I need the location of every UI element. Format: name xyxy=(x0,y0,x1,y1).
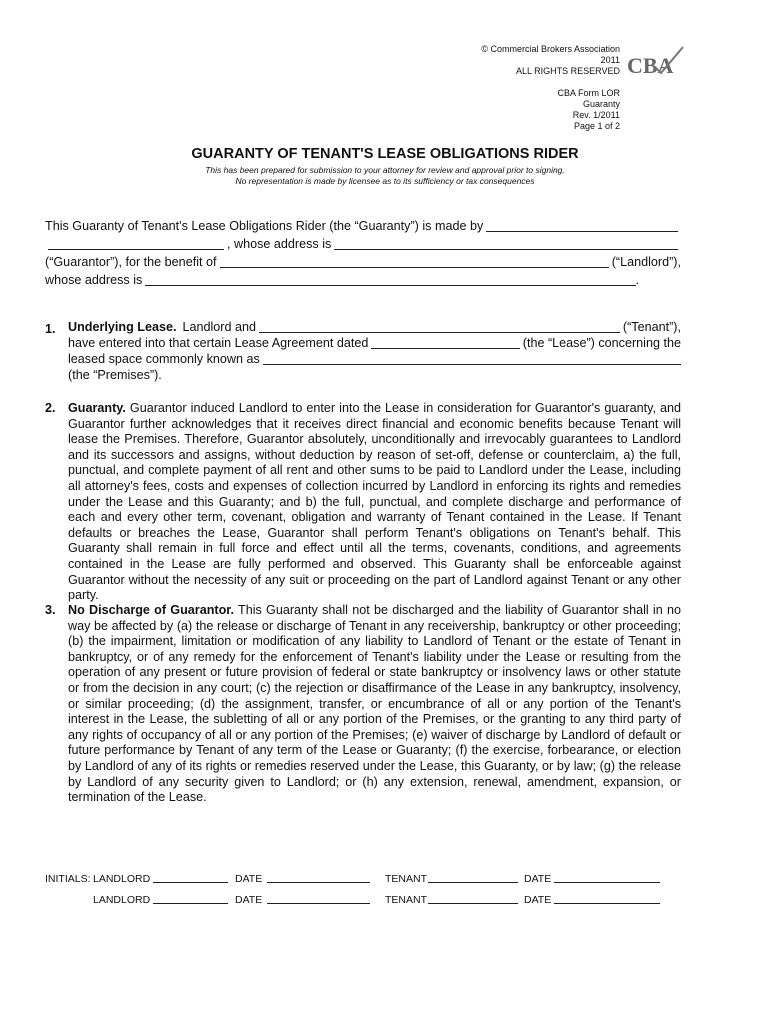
intro-text: . xyxy=(635,273,639,288)
section-number: 3. xyxy=(45,603,56,617)
intro-paragraph xyxy=(45,217,681,289)
date-label: DATE xyxy=(524,894,552,906)
premises-field[interactable] xyxy=(263,364,681,365)
section-heading: Guaranty. xyxy=(68,401,126,415)
tenant-initials-field[interactable] xyxy=(428,894,518,904)
tenant-label: TENANT xyxy=(385,894,427,906)
section-text: Landlord and xyxy=(182,320,257,335)
copyright-line: 2011 xyxy=(600,55,620,65)
date-label: DATE xyxy=(524,873,552,885)
landlord-date-field[interactable] xyxy=(267,873,370,883)
cba-logo-text: CBA xyxy=(627,53,674,78)
section-body: Guarantor induced Landlord to enter into the Lease in consideration for Guarantor's guaranty, and Guarantor further acknowledges that it receives direct financial and economic benefits because Tenant will lease the Premises. Therefore, Guarantor absolutely, unconditionally and irrevocably guarantees to Landlord and its successors and assigns, without deduction by reason of set-off, defense or counterclaim, a) the full, punctual, and complete payment of all rent and other sums to be paid to Landlord under the Lease, including all attorney's fees, costs and expenses of collection incurred by Landlord in enforcing its rights and remedies under the Lease and this Guaranty; and b) the full, punctual, and complete discharge and performance of each and every other term, covenant, obligation and warranty of Tenant contained in the Lease. If Tenant defaults or breaches the Lease, Guarantor shall perform Tenant's obligations on Tenant's behalf. This Guaranty shall remain in full force and effect until all the terms, covenants, conditions, and agreements contained in the Lease are fully performed and observed. This Guaranty shall be enforceable against Guarantor without the necessity of any suit or proceeding on the part of Landlord against Tenant or any other party. xyxy=(68,401,681,603)
tenant-label: TENANT xyxy=(385,873,427,885)
section-number: 1. xyxy=(45,322,56,336)
subtitle-line: No representation is made by licensee as to its sufficiency or tax consequences xyxy=(235,176,535,186)
section-text: leased space commonly known as xyxy=(68,352,260,367)
subtitle-line: This has been prepared for submission to your attorney for review and approval prior to signing. xyxy=(205,165,565,175)
landlord-name-field[interactable] xyxy=(220,267,609,268)
section-heading: No Discharge of Guarantor. xyxy=(68,603,234,617)
form-meta-line: Page 1 of 2 xyxy=(573,121,620,131)
guarantor-name-field[interactable] xyxy=(486,231,678,232)
guarantor-name-field-cont[interactable] xyxy=(48,249,224,250)
copyright-notice xyxy=(360,44,620,77)
tenant-initials-field[interactable] xyxy=(428,873,518,883)
landlord-date-field[interactable] xyxy=(267,894,370,904)
section-text: (the “Premises”). xyxy=(68,368,162,383)
date-label: DATE xyxy=(235,873,263,885)
landlord-initials-field[interactable] xyxy=(153,894,228,904)
copyright-line: ALL RIGHTS RESERVED xyxy=(515,66,620,76)
form-meta-line: Rev. 1/2011 xyxy=(572,110,620,120)
section-no-discharge xyxy=(68,603,681,806)
intro-text: whose address is xyxy=(45,273,143,288)
landlord-initials-field[interactable] xyxy=(153,873,228,883)
section-text: have entered into that certain Lease Agreement dated xyxy=(68,336,369,351)
form-meta xyxy=(420,88,620,132)
cba-logo xyxy=(625,43,685,79)
document-subtitle xyxy=(0,165,770,187)
tenant-name-field[interactable] xyxy=(259,332,620,333)
form-meta-line: CBA Form LOR xyxy=(557,88,620,98)
guarantor-address-field[interactable] xyxy=(334,249,678,250)
section-text: (the “Lease”) concerning the xyxy=(522,336,681,351)
landlord-address-field[interactable] xyxy=(145,285,635,286)
copyright-line: © Commercial Brokers Association xyxy=(481,44,620,54)
intro-text: (“Landlord”), xyxy=(611,255,681,270)
section-text: (“Tenant”), xyxy=(622,320,681,335)
section-heading: Underlying Lease. xyxy=(68,320,177,335)
section-guaranty xyxy=(68,401,681,604)
intro-text: (“Guarantor”), for the benefit of xyxy=(45,255,217,270)
intro-text: , whose address is xyxy=(227,237,332,252)
date-label: DATE xyxy=(235,894,263,906)
section-underlying-lease xyxy=(68,320,681,384)
tenant-date-field[interactable] xyxy=(554,873,660,883)
tenant-date-field[interactable] xyxy=(554,894,660,904)
section-body: This Guaranty shall not be discharged and the liability of Guarantor shall in no way be affected by (a) the release or discharge of Tenant in any receivership, bankruptcy or other proceeding; (b) the impairment, limitation or modification of any liability to Landlord of Tenant or the estate of Tenant in bankruptcy, or of any remedy for the enforcement of Tenant's liability under the Lease or resulting from the operation of any present or future provision of federal or state bankruptcy or insolvency laws or other statute or from the decision in any court; (c) the rejection or disaffirmance of the Lease in any bankruptcy, insolvency, or similar proceeding; (d) the assignment, transfer, or encumbrance of all or any portion of the Tenant's interest in the Lease, the subletting of all or any portion of the Premises, or the granting to any third party of any rights of occupancy of all or any portion of the Premises; (e) waiver of discharge by Landlord of default or future performance by Tenant of any term of the Lease or Guaranty; (f) the exercise, forbearance, or election by Landlord of any of its rights or remedies reserved under the Lease, this Guaranty, or by law; (g) the release by Landlord of any security given to Landlord; or (h) any extension, renewal, amendment, expansion, or termination of the Lease. xyxy=(68,603,681,805)
initials-label: INITIALS: xyxy=(45,873,91,885)
lease-date-field[interactable] xyxy=(371,348,519,349)
document-title: GUARANTY OF TENANT'S LEASE OBLIGATIONS RIDER xyxy=(191,146,579,162)
form-meta-line: Guaranty xyxy=(582,99,620,109)
landlord-label: LANDLORD xyxy=(93,873,151,885)
intro-text: This Guaranty of Tenant's Lease Obligations Rider (the “Guaranty”) is made by xyxy=(45,219,484,234)
section-number: 2. xyxy=(45,401,56,415)
landlord-label: LANDLORD xyxy=(93,894,151,906)
